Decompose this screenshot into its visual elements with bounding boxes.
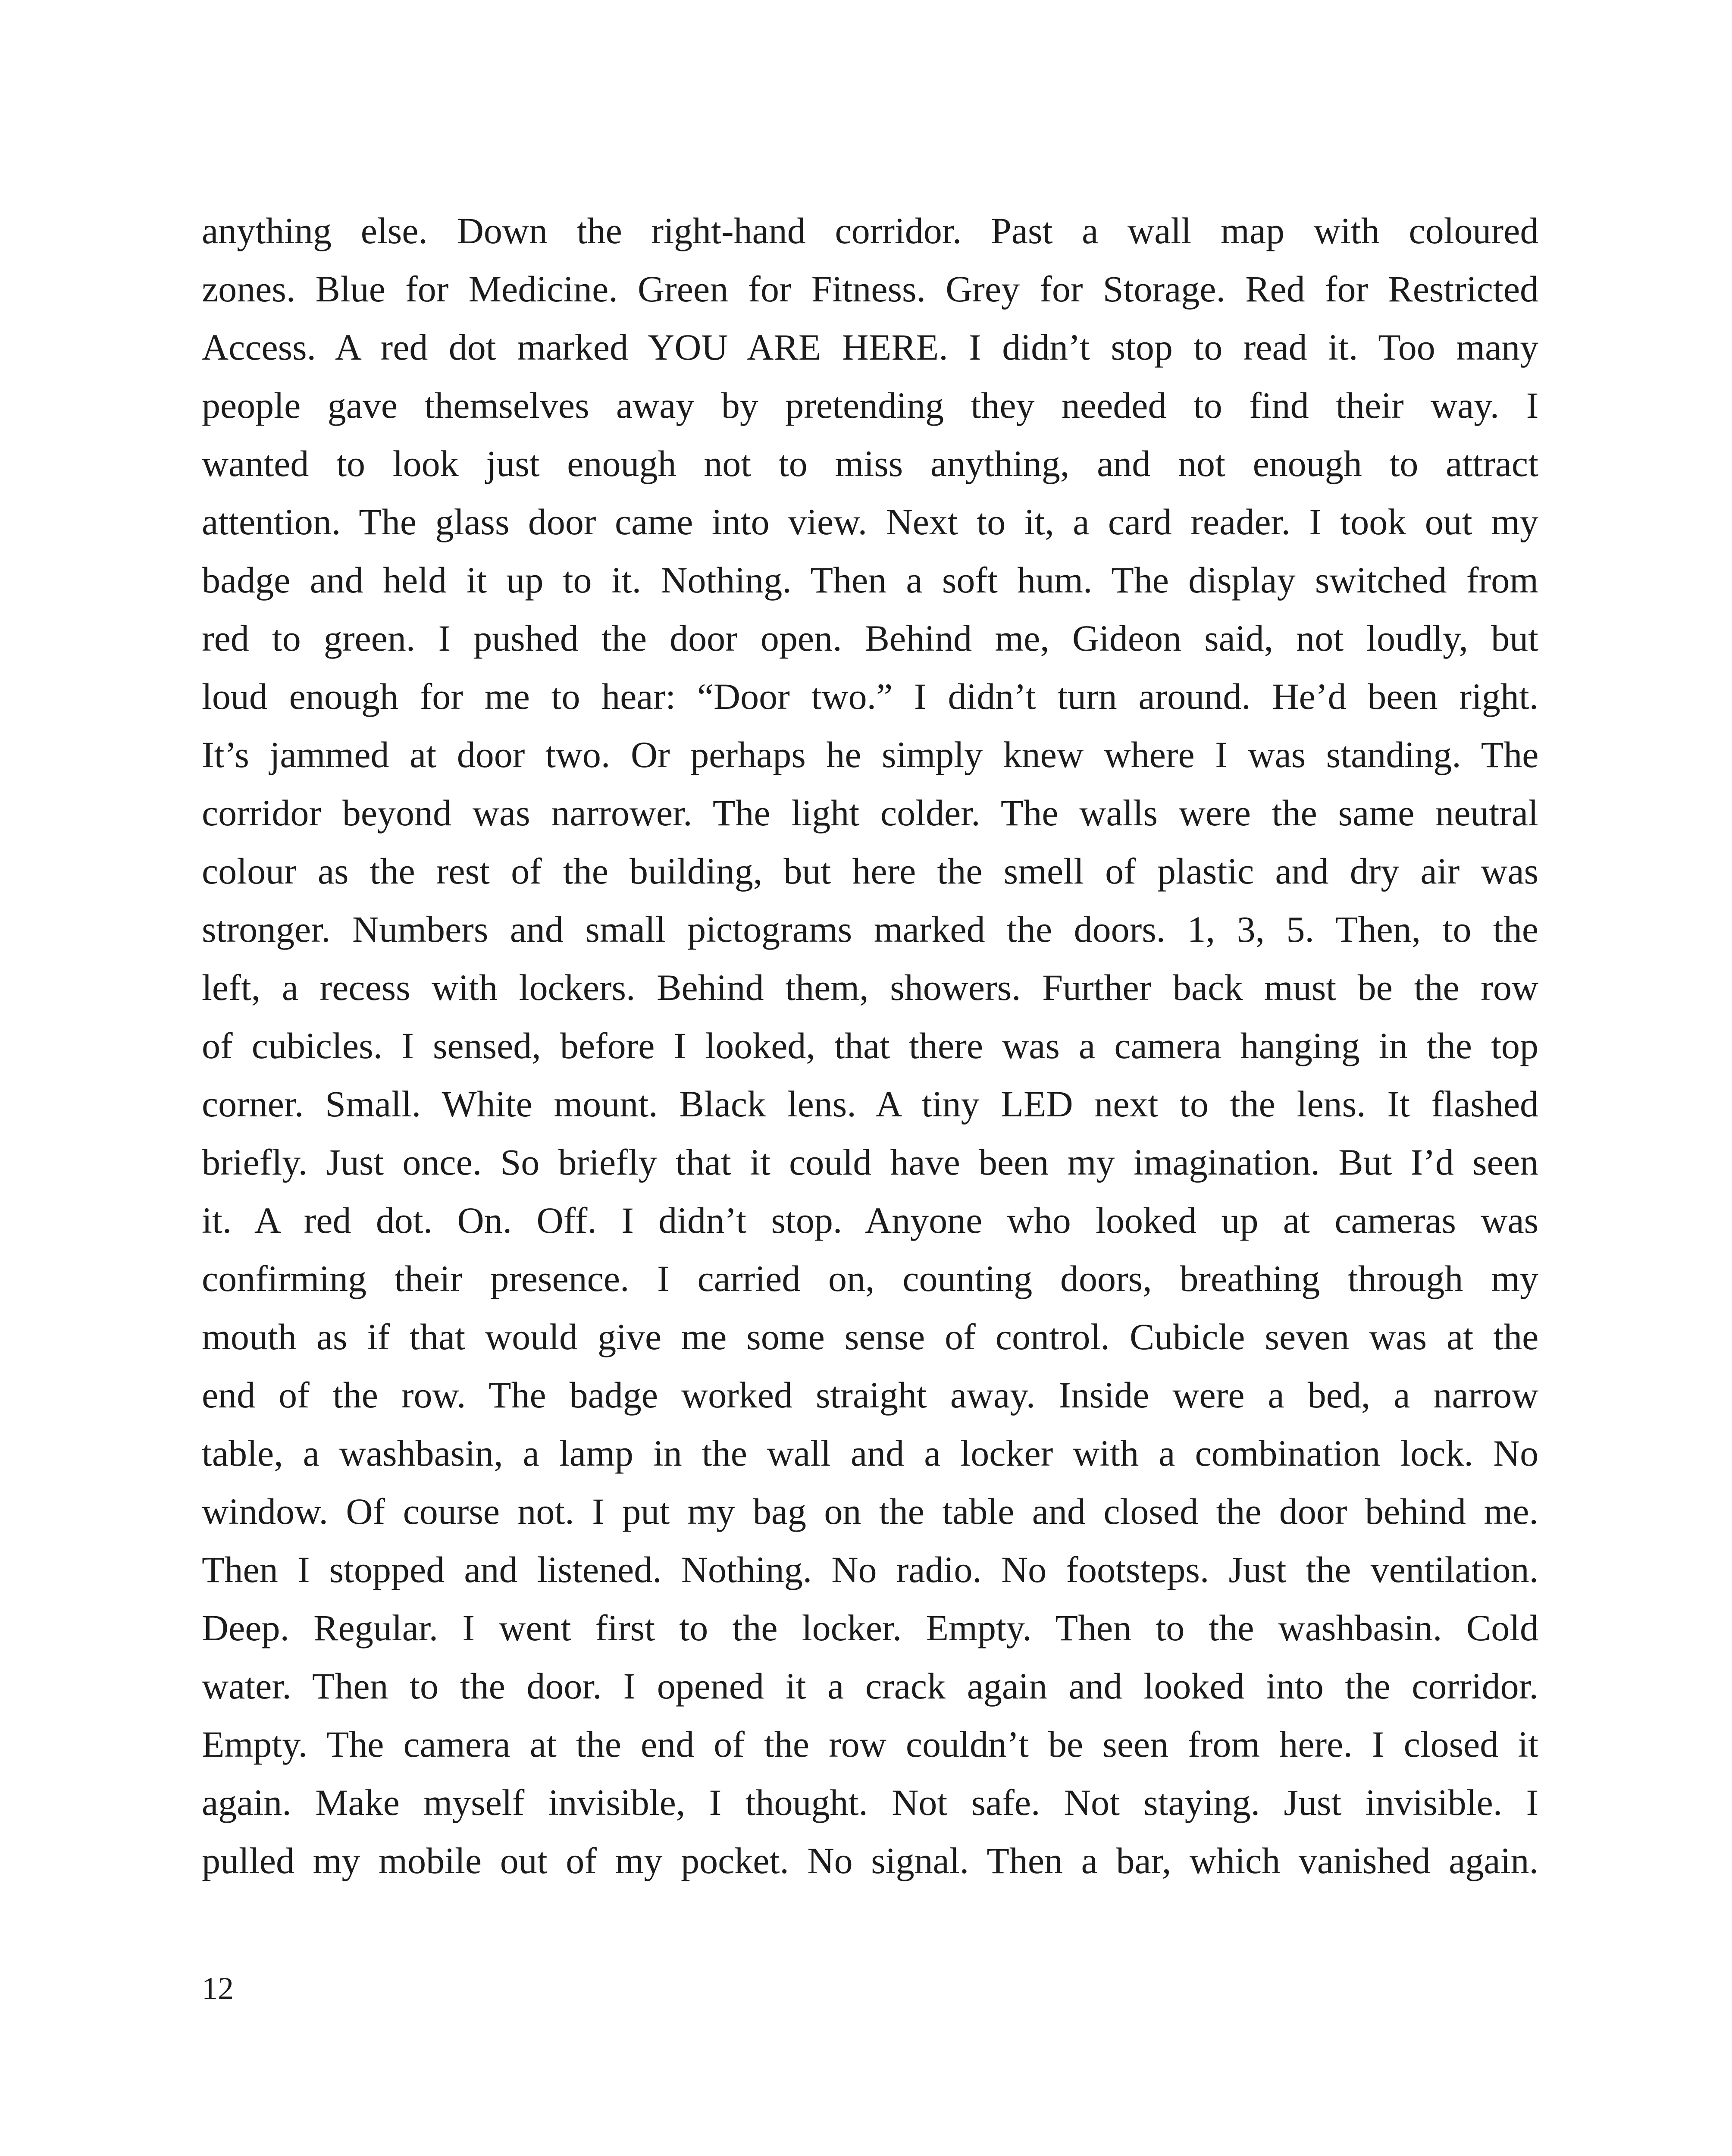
text-line-15: of cubicles. I sensed, before I looked, that there was a camera hanging in the top — [202, 1025, 1538, 1066]
text-line-11: corridor beyond was narrower. The light colder. The walls were the same neutral — [202, 792, 1538, 834]
text-line-10: It’s jammed at door two. Or perhaps he simply knew where I was standing. The — [202, 734, 1539, 775]
text-line-27: Empty. The camera at the end of the row couldn’t be seen from here. I closed it — [202, 1724, 1539, 1765]
text-line-29: pulled my mobile out of my pocket. No signal. Then a bar, which vanished again. — [202, 1840, 1538, 1881]
text-line-24: Then I stopped and listened. Nothing. No radio. No footsteps. Just the ventilation. — [202, 1549, 1539, 1590]
text-line-14: left, a recess with lockers. Behind them, showers. Further back must be the row — [202, 967, 1538, 1008]
text-line-17: briefly. Just once. So briefly that it could have been my imagination. But I’d seen — [202, 1141, 1538, 1183]
text-line-1: anything else. Down the right-hand corridor. Past a wall map with coloured — [202, 210, 1539, 251]
text-line-4: people gave themselves away by pretending they needed to find their way. I — [202, 385, 1539, 426]
page-number: 12 — [202, 1971, 234, 2006]
text-line-20: mouth as if that would give me some sense of control. Cubicle seven was at the — [202, 1316, 1539, 1357]
text-line-3: Access. A red dot marked YOU ARE HERE. I didn’t stop to read it. Too many — [202, 326, 1539, 368]
text-line-26: water. Then to the door. I opened it a crack again and looked into the corridor. — [202, 1665, 1538, 1707]
text-line-7: badge and held it up to it. Nothing. Then a soft hum. The display switched from — [202, 559, 1538, 601]
text-line-23: window. Of course not. I put my bag on the table and closed the door behind me. — [202, 1491, 1538, 1532]
text-line-12: colour as the rest of the building, but here the smell of plastic and dry air was — [202, 850, 1539, 892]
text-line-2: zones. Blue for Medicine. Green for Fitness. Grey for Storage. Red for Restricted — [202, 268, 1538, 310]
text-line-21: end of the row. The badge worked straight away. Inside were a bed, a narrow — [202, 1374, 1539, 1416]
text-line-18: it. A red dot. On. Off. I didn’t stop. Anyone who looked up at cameras was — [202, 1200, 1539, 1241]
text-line-28: again. Make myself invisible, I thought. Not safe. Not staying. Just invisible. I — [202, 1782, 1539, 1823]
text-line-6: attention. The glass door came into view. Next to it, a card reader. I took out my — [202, 501, 1538, 542]
text-line-16: corner. Small. White mount. Black lens. A tiny LED next to the lens. It flashed — [202, 1083, 1538, 1125]
text-line-9: loud enough for me to hear: “Door two.” I didn’t turn around. He’d been right. — [202, 676, 1539, 717]
text-line-25: Deep. Regular. I went first to the locker. Empty. Then to the washbasin. Cold — [202, 1607, 1538, 1648]
text-line-8: red to green. I pushed the door open. Behind me, Gideon said, not loudly, but — [202, 617, 1538, 659]
text-line-5: wanted to look just enough not to miss anything, and not enough to attract — [202, 443, 1538, 484]
text-line-19: confirming their presence. I carried on, counting doors, breathing through my — [202, 1258, 1538, 1299]
text-line-22: table, a washbasin, a lamp in the wall and a locker with a combination lock. No — [202, 1432, 1539, 1474]
body-text — [202, 202, 1538, 1890]
text-line-13: stronger. Numbers and small pictograms marked the doors. 1, 3, 5. Then, to the — [202, 909, 1538, 950]
